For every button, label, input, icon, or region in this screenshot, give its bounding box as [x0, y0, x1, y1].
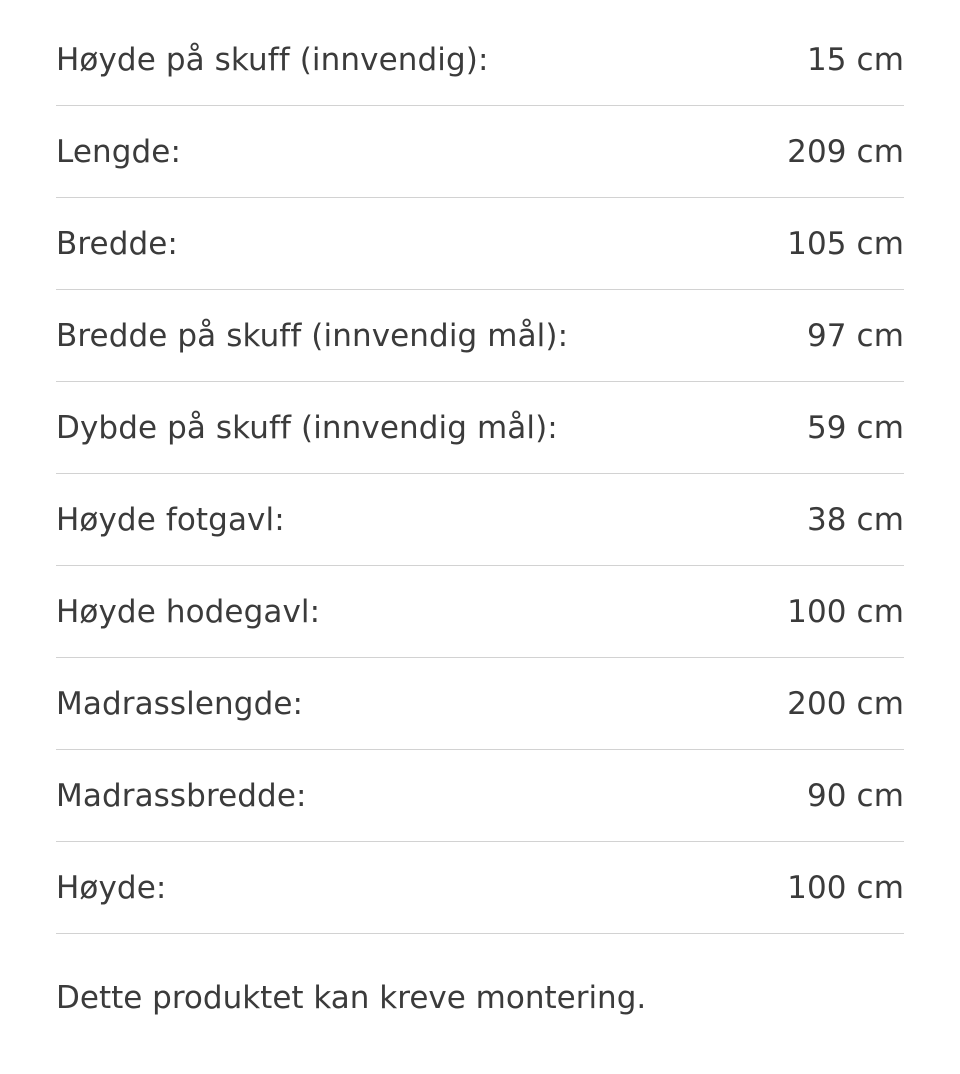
dimension-value: 90 cm [806, 777, 904, 814]
dimension-row [56, 290, 904, 382]
dimension-value: 15 cm [806, 41, 904, 78]
dimension-label: Høyde hodegavl: [56, 593, 321, 630]
dimension-row [56, 842, 904, 934]
dimension-label: Bredde på skuff (innvendig mål): [56, 317, 569, 354]
dimension-value: 105 cm [787, 225, 904, 262]
dimension-label: Dybde på skuff (innvendig mål): [56, 409, 558, 446]
dimension-label: Høyde fotgavl: [56, 501, 285, 538]
dimension-row [56, 106, 904, 198]
dimension-value: 200 cm [787, 685, 904, 722]
dimension-value: 100 cm [787, 869, 904, 906]
dimension-row [56, 14, 904, 106]
dimension-label: Madrassbredde: [56, 777, 307, 814]
dimension-value: 38 cm [806, 501, 904, 538]
dimension-label: Høyde: [56, 869, 167, 906]
dimension-label: Høyde på skuff (innvendig): [56, 41, 489, 78]
dimension-label: Lengde: [56, 133, 182, 170]
dimension-row [56, 658, 904, 750]
dimension-label: Bredde: [56, 225, 178, 262]
dimension-row [56, 566, 904, 658]
dimension-row [56, 198, 904, 290]
assembly-note: Dette produktet kan kreve montering. [56, 980, 647, 1016]
dimension-value: 59 cm [806, 409, 904, 446]
dimension-row [56, 382, 904, 474]
dimension-label: Madrasslengde: [56, 685, 304, 722]
product-dimensions-list [56, 14, 904, 934]
dimension-value: 97 cm [806, 317, 904, 354]
dimension-value: 209 cm [787, 133, 904, 170]
dimension-value: 100 cm [787, 593, 904, 630]
dimension-row [56, 750, 904, 842]
dimension-row [56, 474, 904, 566]
